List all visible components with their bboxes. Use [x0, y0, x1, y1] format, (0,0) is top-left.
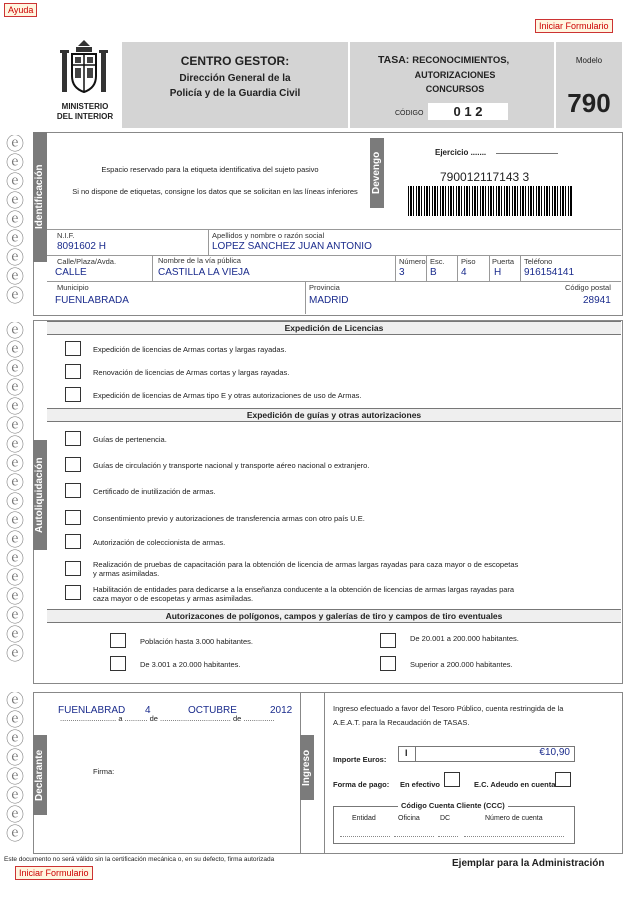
checkbox-renovacion-licencia[interactable] [65, 364, 81, 379]
habilitacion-line-1: Habilitación de entidades para dedicarse a la enseñanza conducente a la obtención de licencias de armas largas rayadas para [93, 585, 515, 594]
ccc-dc-field[interactable] [438, 826, 458, 837]
checkbox-habilitacion-entidades[interactable] [65, 585, 81, 600]
label-space: Espacio reservado para la etiqueta identificativa del sujeto pasivo [101, 165, 319, 174]
number-label: Número [399, 257, 426, 266]
street-type-value[interactable]: CALLE [55, 267, 87, 278]
licencia-item-3: Expedición de licencias de Armas tipo E y otras autorizaciones de uso de Armas. [93, 391, 362, 400]
start-form-button-bottom[interactable]: Iniciar Formulario [15, 866, 93, 880]
importe-value: €10,90 [539, 747, 570, 758]
guia-item-5: Autorización de coleccionista de armas. [93, 538, 226, 547]
ccc-account-label: Número de cuenta [485, 815, 543, 822]
checkbox-poblacion-superior-200000[interactable] [380, 656, 396, 671]
name-value[interactable]: LOPEZ SANCHEZ JUAN ANTONIO [212, 241, 372, 252]
checkbox-pruebas-capacitacion[interactable] [65, 561, 81, 576]
code-value: 0 1 2 [428, 103, 508, 120]
barcode-number: 790012117143 3 [440, 170, 530, 184]
ccc-account-field[interactable] [464, 826, 564, 837]
checkbox-consentimiento-transferencia[interactable] [65, 510, 81, 525]
declarante-tab: Declarante [33, 735, 47, 815]
declaration-year[interactable]: 2012 [270, 705, 293, 716]
coat-of-arms-icon [60, 38, 108, 96]
checkbox-guias-pertenencia[interactable] [65, 431, 81, 446]
tasa-title: TASA: RECONOCIMIENTOS, [378, 54, 510, 66]
municipio-label: Municipio [57, 283, 89, 292]
model-label: Modelo [575, 56, 603, 65]
piso-value[interactable]: 4 [461, 267, 467, 278]
importe-prefix: I [405, 748, 408, 758]
help-button[interactable]: Ayuda [4, 3, 37, 17]
pruebas-line-2: y armas asimiladas. [93, 569, 160, 578]
checkbox-guias-circulacion[interactable] [65, 457, 81, 472]
barcode [408, 186, 573, 216]
checkbox-licencia-armas-tipo-e[interactable] [65, 387, 81, 402]
street-name-label: Nombre de la vía pública [158, 256, 241, 265]
ccc-dc-label: DC [440, 815, 451, 822]
cp-label: Código postal [565, 283, 611, 292]
importe-field[interactable] [398, 746, 575, 762]
ccc-entidad-field[interactable] [340, 826, 390, 837]
ingreso-text-2: A.E.A.T. para la Recaudación de TASAS. [333, 718, 470, 727]
signature-label: Firma: [93, 767, 115, 776]
licencia-item-1: Expedición de licencias de Armas cortas y largas rayadas. [93, 345, 287, 354]
ccc-title: Código Cuenta Cliente (CCC) [398, 801, 508, 810]
devengo-tab: Devengo [370, 138, 384, 208]
pruebas-line-1: Realización de pruebas de capacitación para la obtención de licencia de armas largas rayadas para caza mayor o de escopetas [93, 560, 519, 569]
checkbox-poblacion-hasta-3000[interactable] [110, 633, 126, 648]
adeudo-label: E.C. Adeudo en cuenta [474, 780, 556, 789]
efectivo-label: En efectivo [400, 780, 441, 789]
tasa-line2: AUTORIZACIONES [414, 70, 496, 80]
start-form-button-top[interactable]: Iniciar Formulario [535, 19, 613, 33]
importe-label: Importe Euros: [333, 755, 387, 764]
street-name-value[interactable]: CASTILLA LA VIEJA [158, 267, 250, 278]
puerta-label: Puerta [492, 257, 515, 266]
tasa-line3: CONCURSOS [425, 84, 485, 94]
poligono-item-3: De 20.001 a 200.000 habitantes. [410, 634, 519, 643]
guia-item-4: Consentimiento previo y autorizaciones de transferencia armas con otro país U.E. [93, 514, 365, 523]
checkbox-certificado-inutilizacion[interactable] [65, 483, 81, 498]
number-value[interactable]: 3 [399, 267, 405, 278]
esc-value[interactable]: B [430, 267, 437, 278]
ccc-entidad-label: Entidad [352, 815, 376, 822]
decorative-border-1: ⓔ ⓔ ⓔ ⓔ ⓔ ⓔ ⓔ ⓔ ⓔ [6, 135, 28, 315]
guia-item-1: Guías de pertenencia. [93, 435, 167, 444]
nif-value[interactable]: 8091602 H [57, 241, 106, 252]
poligono-item-4: Superior a 200.000 habitantes. [410, 660, 513, 669]
ccc-oficina-label: Oficina [398, 815, 420, 822]
guia-item-2: Guías de circulación y transporte nacional y transporte aéreo nacional o extranjero. [93, 461, 370, 470]
validity-note: Este documento no será válido sin la certificación mecánica o, en su defecto, firma autorizada [4, 856, 275, 863]
guias-header: Expedición de guías y otras autorizaciones [47, 408, 621, 422]
checkbox-efectivo[interactable] [444, 772, 460, 787]
center-line1: Dirección General de la [179, 73, 291, 84]
esc-label: Esc. [430, 257, 445, 266]
ejercicio-field[interactable] [496, 142, 558, 154]
ministry-name: MINISTERIO DEL INTERIOR [56, 102, 114, 121]
municipio-value[interactable]: FUENLABRADA [55, 295, 129, 306]
guia-item-3: Certificado de inutilización de armas. [93, 487, 216, 496]
declaration-city[interactable]: FUENLABRAD [58, 705, 126, 716]
center-title: CENTRO GESTOR: [180, 54, 290, 68]
checkbox-poblacion-20001-200000[interactable] [380, 633, 396, 648]
checkbox-poblacion-3001-20000[interactable] [110, 656, 126, 671]
declaration-month[interactable]: OCTUBRE [188, 705, 237, 716]
forma-pago-label: Forma de pago: [333, 780, 390, 789]
licencia-item-2: Renovación de licencias de Armas cortas y largas rayadas. [93, 368, 290, 377]
cp-value[interactable]: 28941 [583, 295, 611, 306]
decorative-border-3: ⓔ ⓔ ⓔ ⓔ ⓔ ⓔ ⓔ ⓔ [6, 692, 28, 852]
ccc-box [333, 806, 575, 844]
street-type-label: Calle/Plaza/Avda. [57, 257, 117, 266]
nif-label: N.I.F. [57, 231, 75, 240]
decorative-border-2: ⓔ ⓔ ⓔ ⓔ ⓔ ⓔ ⓔ ⓔ ⓔ ⓔ ⓔ ⓔ ⓔ ⓔ ⓔ ⓔ ⓔ ⓔ [6, 322, 28, 682]
code-label: CÓDIGO [395, 110, 424, 117]
phone-value[interactable]: 916154141 [524, 267, 575, 278]
habilitacion-line-2: caza mayor o de escopetas y armas asimiladas. [93, 594, 254, 603]
checkbox-autorizacion-coleccionista[interactable] [65, 534, 81, 549]
piso-label: Piso [461, 257, 476, 266]
ccc-oficina-field[interactable] [394, 826, 434, 837]
ejercicio-label: Ejercicio ....... [435, 148, 487, 157]
model-number: 790 [567, 88, 611, 118]
poligono-item-1: Población hasta 3.000 habitantes. [140, 637, 254, 646]
checkbox-adeudo-cuenta[interactable] [555, 772, 571, 787]
provincia-value[interactable]: MADRID [309, 295, 349, 306]
poligono-item-2: De 3.001 a 20.000 habitantes. [140, 660, 241, 669]
label-note: Si no dispone de etiquetas, consigne los datos que se solicitan en las líneas inferiores [72, 187, 358, 196]
checkbox-licencia-armas-cortas-largas[interactable] [65, 341, 81, 356]
ingreso-tab: Ingreso [300, 735, 314, 800]
center-line2: Policía y de la Guardia Civil [169, 88, 301, 99]
declaration-day[interactable]: 4 [145, 705, 151, 716]
poligonos-header: Autorizacones de polígonos, campos y galerías de tiro y campos de tiro eventuales [47, 609, 621, 623]
phone-label: Teléfono [524, 257, 553, 266]
autoliquidacion-tab: Autoliquidación [33, 440, 47, 550]
puerta-value[interactable]: H [494, 267, 502, 278]
licencias-header: Expedición de Licencias [47, 321, 621, 335]
ingreso-text-1: Ingreso efectuado a favor del Tesoro Público, cuenta restringida de la [333, 704, 564, 713]
identification-tab: Identificación [33, 132, 47, 262]
date-line: ........................... a ........... de .................................. de ............... [60, 714, 275, 723]
copy-label: Ejemplar para la Administración [452, 858, 605, 869]
provincia-label: Provincia [309, 283, 340, 292]
name-label: Apellidos y nombre o razón social [212, 231, 325, 240]
